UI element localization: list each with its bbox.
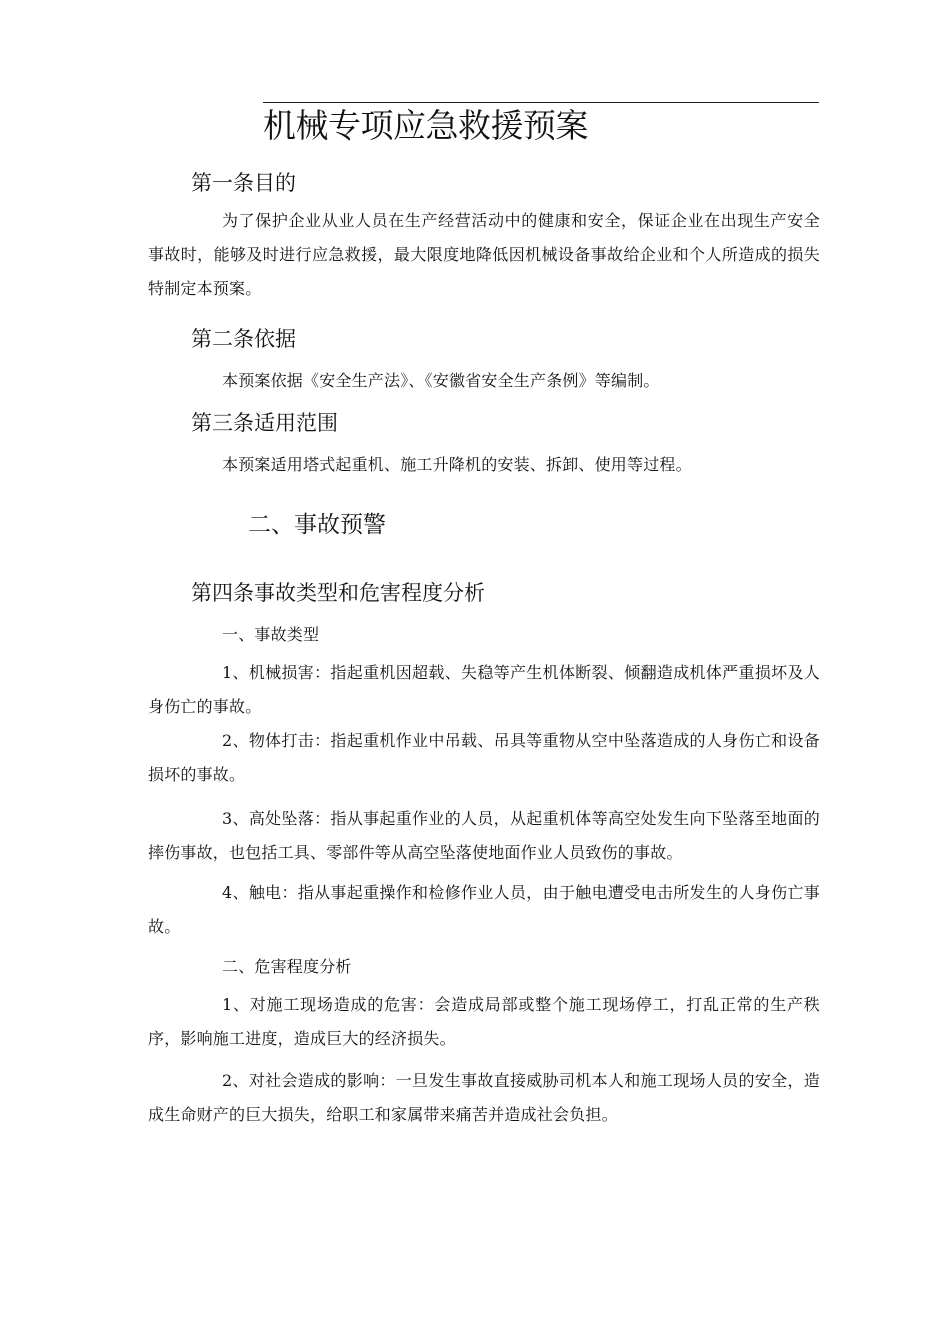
document-title: 机械专项应急救援预案 [263, 106, 588, 145]
list-item-mechanical-damage: 1、机械损害：指起重机因超载、失稳等产生机体断裂、倾翻造成机体严重损坏及人身伤亡的事故。 [148, 663, 820, 716]
section-heading-purpose: 第一条目的 [191, 171, 296, 195]
subheading-accident-types: 一、事故类型 [222, 625, 320, 644]
list-item-social-impact: 2、对社会造成的影响：一旦发生事故直接威胁司机本人和施工现场人员的安全，造成生命财产的巨大损失，给职工和家属带来痛苦并造成社会负担。 [148, 1071, 820, 1124]
section-body-scope: 本预案适用塔式起重机、施工升降机的安装、拆卸、使用等过程。 [222, 455, 692, 474]
section-heading-scope: 第三条适用范围 [191, 411, 338, 435]
section-body-basis: 本预案依据《安全生产法》、《安徽省安全生产条例》等编制。 [222, 371, 660, 390]
section-heading-basis: 第二条依据 [191, 327, 296, 351]
part-heading-warning: 二、事故预警 [248, 512, 386, 538]
section-heading-accident-analysis: 第四条事故类型和危害程度分析 [191, 581, 485, 605]
section-body-purpose: 为了保护企业从业人员在生产经营活动中的健康和安全，保证企业在出现生产安全事故时，能够及时进行应急救援，最大限度地降低因机械设备事故给企业和个人所造成的损失特制定本预案。 [148, 211, 820, 298]
list-item-site-hazard: 1、对施工现场造成的危害：会造成局部或整个施工现场停工，打乱正常的生产秩序，影响施工进度，造成巨大的经济损失。 [148, 995, 820, 1048]
header-rule [263, 102, 819, 103]
subheading-hazard-analysis: 二、危害程度分析 [222, 957, 352, 976]
list-item-object-strike: 2、物体打击：指起重机作业中吊载、吊具等重物从空中坠落造成的人身伤亡和设备损坏的事故。 [148, 731, 820, 784]
list-item-fall-from-height: 3、高处坠落：指从事起重作业的人员，从起重机体等高空处发生向下坠落至地面的摔伤事故，也包括工具、零部件等从高空坠落使地面作业人员致伤的事故。 [148, 809, 820, 862]
list-item-electric-shock: 4、触电：指从事起重操作和检修作业人员，由于触电遭受电击所发生的人身伤亡事故。 [148, 883, 820, 936]
